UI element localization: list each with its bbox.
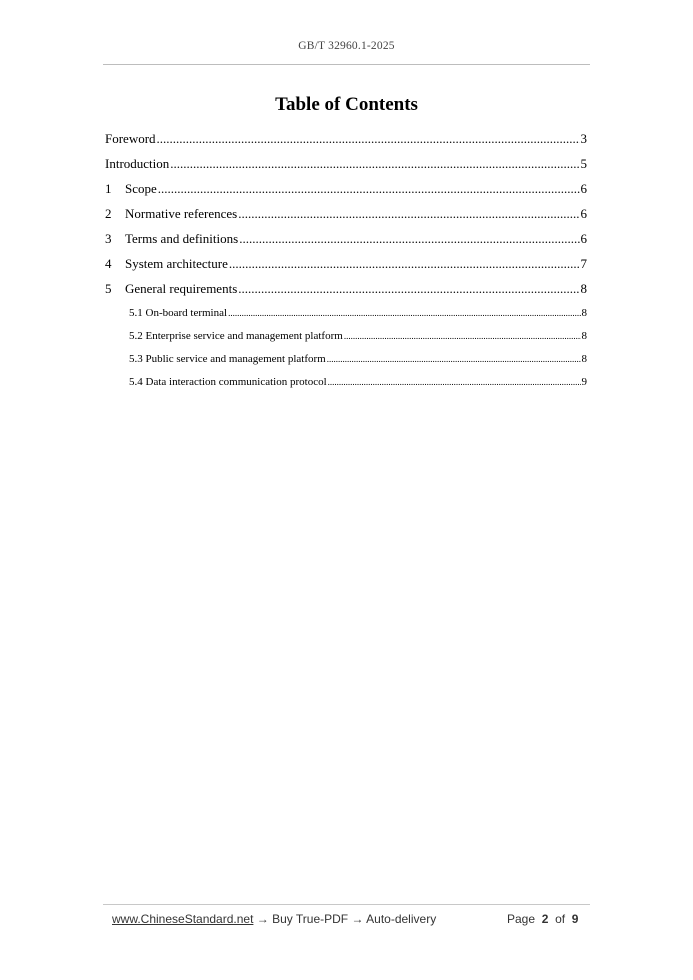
toc-entry-title: 5.2 Enterprise service and management platform [129, 330, 343, 342]
toc-entry-title: General requirements [125, 281, 238, 296]
toc-entry-page: 8 [581, 330, 587, 342]
toc-entry-number: 1 [105, 181, 112, 196]
toc-dot-leader [239, 230, 579, 248]
toc-entry[interactable] [105, 155, 587, 180]
toc-entry-page: 8 [580, 281, 587, 296]
page-indicator [507, 912, 578, 926]
toc-entry-page: 6 [580, 181, 587, 196]
buy-pdf-text: Buy True-PDF [272, 912, 349, 926]
toc-dot-leader [158, 180, 580, 198]
arrow-right-icon: → [256, 912, 269, 926]
toc-dot-leader [170, 155, 579, 173]
toc-entry-number: 3 [105, 231, 112, 246]
toc-entry-title: Terms and definitions [125, 231, 239, 246]
page-word: Page [507, 912, 536, 926]
page-title: Table of Contents [275, 94, 418, 115]
toc-entry-number: 4 [105, 256, 112, 271]
toc-dot-leader [327, 351, 581, 367]
toc-entry-title: 5.3 Public service and management platform [129, 353, 326, 365]
toc-entry-page: 5 [580, 156, 587, 171]
table-of-contents [105, 130, 587, 397]
toc-entry-title: Foreword [105, 131, 156, 146]
toc-entry[interactable] [105, 351, 587, 374]
footer-promo [112, 912, 436, 926]
toc-dot-leader [238, 280, 579, 298]
current-page-number: 2 [541, 912, 549, 926]
toc-entry[interactable] [105, 230, 587, 255]
toc-entry[interactable] [105, 255, 587, 280]
toc-entry-title: Introduction [105, 156, 170, 171]
footer-divider [103, 904, 590, 905]
toc-entry-page: 7 [580, 256, 587, 271]
toc-entry-title: 5.1 On-board terminal [129, 307, 228, 319]
toc-entry-number: 2 [105, 206, 112, 221]
toc-entry[interactable] [105, 280, 587, 305]
toc-dot-leader [238, 205, 579, 223]
of-word: of [555, 912, 566, 926]
toc-entry-number: 5 [105, 281, 112, 296]
toc-dot-leader [328, 374, 581, 390]
toc-entry-page: 9 [581, 376, 587, 388]
toc-entry-title: Normative references [125, 206, 238, 221]
toc-dot-leader [344, 328, 581, 344]
standard-id: GB/T 32960.1-2025 [298, 40, 395, 52]
toc-entry[interactable] [105, 374, 587, 397]
toc-entry-title: Scope [125, 181, 157, 196]
website-link[interactable]: www.ChineseStandard.net [112, 912, 254, 926]
arrow-right-icon: → [351, 912, 364, 926]
toc-entry-page: 3 [580, 131, 587, 146]
auto-delivery-text: Auto-delivery [366, 912, 437, 926]
toc-entry-page: 8 [581, 307, 587, 319]
total-page-number: 9 [571, 912, 579, 926]
toc-dot-leader [228, 305, 580, 321]
toc-entry-page: 6 [580, 231, 587, 246]
toc-entry[interactable] [105, 305, 587, 328]
header-divider [103, 64, 590, 65]
toc-dot-leader [157, 130, 580, 148]
toc-entry[interactable] [105, 130, 587, 155]
toc-entry-page: 8 [581, 353, 587, 365]
toc-entry-title: 5.4 Data interaction communication protocol [129, 376, 327, 388]
toc-entry[interactable] [105, 205, 587, 230]
toc-entry-title: System architecture [125, 256, 228, 271]
toc-entry-page: 6 [580, 206, 587, 221]
toc-entry[interactable] [105, 328, 587, 351]
toc-entry[interactable] [105, 180, 587, 205]
document-header [0, 40, 693, 52]
toc-dot-leader [229, 255, 580, 273]
